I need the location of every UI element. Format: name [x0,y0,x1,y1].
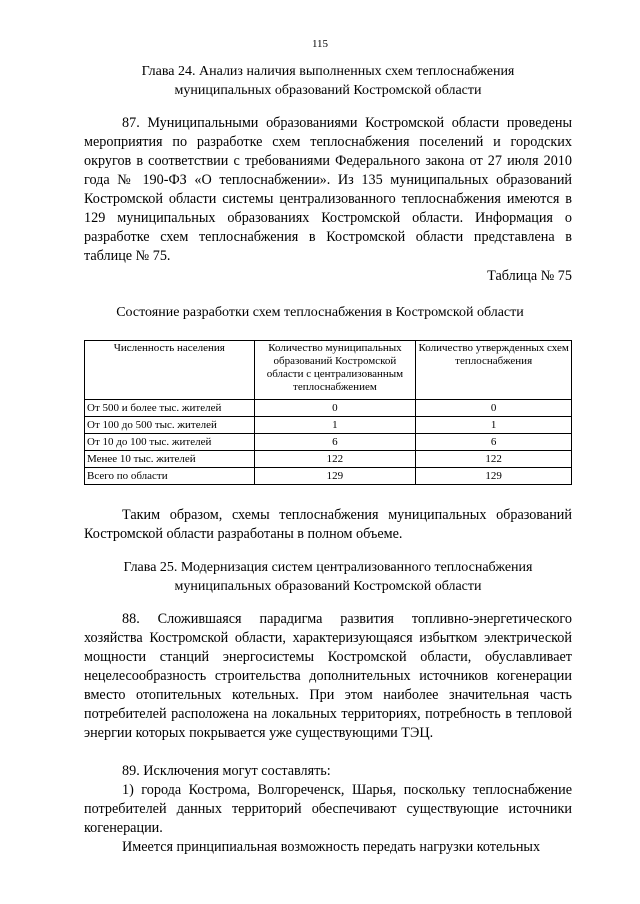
paragraph-89-item-1: 1) города Кострома, Волгореченск, Шарья, поскольку теплоснабжение потребителей данных территорий обеспечивают существующие источники когенерации. [84,782,572,836]
chapter-25-title-line1: Глава 25. Модернизация систем централизованного теплоснабжения [123,560,533,575]
chapter-24-title-line1: Глава 24. Анализ наличия выполненных схем теплоснабжения [141,64,515,79]
table-row [85,417,572,434]
cell-population: От 100 до 500 тыс. жителей [85,417,255,434]
table-row [85,451,572,468]
cell-population: Всего по области [85,468,255,485]
cell-approved: 129 [416,468,572,485]
paragraph-89: 89. Исключения могут составлять: [122,763,331,779]
header-approved-schemes: Количество утвержденных схем теплоснабжения [416,341,572,400]
chapter-25-title [80,558,576,596]
chapter-24-title [80,62,576,100]
cell-municipalities: 0 [254,400,416,417]
cell-approved: 1 [416,417,572,434]
cell-municipalities: 122 [254,451,416,468]
table-row [85,468,572,485]
table-title: Состояние разработки схем теплоснабжения в Костромской области [116,305,524,320]
cell-municipalities: 1 [254,417,416,434]
paragraph-88: 88. Сложившаяся парадигма развития топливно-энергетического хозяйства Костромской области, характеризующаяся избытком электрической мощности станций энергосистемы Костромской области, обуславливает нецелесообразность строительства дополнительных источников когенерации вместо отопительных котельных. При этом наиболее значительная часть потребителей расположена на локальных территориях, потребность в тепловой энергии которых покрывается уже существующими ТЭЦ. [84,611,572,741]
chapter-24-title-line2: муниципальных образований Костромской области [174,83,482,98]
table-label: Таблица № 75 [487,268,572,284]
table-row [85,434,572,451]
cell-population: Менее 10 тыс. жителей [85,451,255,468]
paragraph-last: Имеется принципиальная возможность передать нагрузки котельных [122,839,541,855]
table-row [85,400,572,417]
page-number: 115 [311,38,329,50]
table-header-row [85,341,572,400]
cell-municipalities: 6 [254,434,416,451]
paragraph-87: 87. Муниципальными образованиями Костромской области проведены мероприятия по разработке схем теплоснабжения поселений и городских округов в соответствии с требованиями Федерального закона от 27 июля 2010 года № 190-ФЗ «О теплоснабжении». Из 135 муниципальных образований Костромской области системы централизованного теплоснабжения имеются в 129 муниципальных образованиях Костромской области. Информация о разработке схем теплоснабжения в Костромской области представлена в таблице № 75. [84,115,572,264]
cell-population: От 500 и более тыс. жителей [85,400,255,417]
header-municipalities: Количество муниципальных образований Костромской области с централизованным теплоснабжением [254,341,416,400]
cell-municipalities: 129 [254,468,416,485]
paragraph-conclusion: Таким образом, схемы теплоснабжения муниципальных образований Костромской области разработаны в полном объеме. [84,507,572,542]
cell-approved: 0 [416,400,572,417]
cell-population: От 10 до 100 тыс. жителей [85,434,255,451]
cell-approved: 122 [416,451,572,468]
header-population: Численность населения [85,341,255,400]
heat-supply-table [84,340,572,485]
chapter-25-title-line2: муниципальных образований Костромской области [174,579,482,594]
cell-approved: 6 [416,434,572,451]
